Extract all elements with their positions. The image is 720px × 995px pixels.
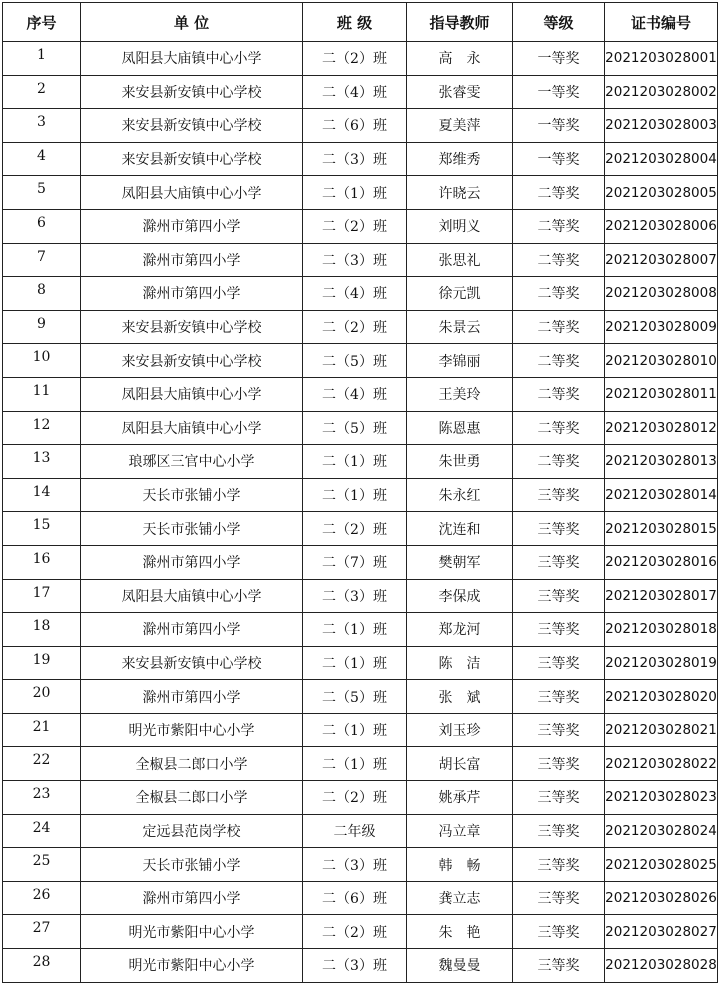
unit-cell: 天长市张铺小学	[81, 512, 303, 546]
cert-cell: 2021203028005	[605, 176, 718, 210]
unit-cell: 滁州市第四小学	[81, 881, 303, 915]
seq-cell: 14	[3, 478, 81, 512]
unit-cell: 来安县新安镇中心学校	[81, 646, 303, 680]
table-row	[3, 445, 718, 479]
seq-cell: 3	[3, 109, 81, 143]
table-row	[3, 781, 718, 815]
seq-cell: 25	[3, 848, 81, 882]
unit-cell: 明光市紫阳中心小学	[81, 949, 303, 983]
class-cell: 二（3）班	[303, 848, 407, 882]
teacher-cell: 胡长富	[407, 747, 513, 781]
class-cell: 二（1）班	[303, 613, 407, 647]
unit-cell: 明光市紫阳中心小学	[81, 713, 303, 747]
teacher-cell: 陈恩惠	[407, 411, 513, 445]
cert-cell: 2021203028015	[605, 512, 718, 546]
grade-cell: 三等奖	[513, 478, 605, 512]
seq-cell: 26	[3, 881, 81, 915]
table-row	[3, 42, 718, 76]
cert-cell: 2021203028003	[605, 109, 718, 143]
cert-cell: 2021203028017	[605, 579, 718, 613]
grade-cell: 一等奖	[513, 109, 605, 143]
teacher-cell: 高 永	[407, 42, 513, 76]
seq-cell: 10	[3, 344, 81, 378]
unit-cell: 凤阳县大庙镇中心小学	[81, 579, 303, 613]
grade-cell: 三等奖	[513, 747, 605, 781]
cert-cell: 2021203028012	[605, 411, 718, 445]
cert-cell: 2021203028006	[605, 209, 718, 243]
class-cell: 二（1）班	[303, 445, 407, 479]
table-row	[3, 747, 718, 781]
unit-cell: 滁州市第四小学	[81, 277, 303, 311]
award-table-container	[2, 2, 718, 983]
teacher-cell: 王美玲	[407, 377, 513, 411]
cert-cell: 2021203028026	[605, 881, 718, 915]
unit-cell: 来安县新安镇中心学校	[81, 310, 303, 344]
grade-cell: 三等奖	[513, 713, 605, 747]
class-cell: 二（5）班	[303, 411, 407, 445]
seq-cell: 5	[3, 176, 81, 210]
seq-cell: 17	[3, 579, 81, 613]
table-row	[3, 848, 718, 882]
grade-cell: 二等奖	[513, 445, 605, 479]
seq-cell: 13	[3, 445, 81, 479]
table-row	[3, 209, 718, 243]
seq-cell: 18	[3, 613, 81, 647]
cert-cell: 2021203028009	[605, 310, 718, 344]
teacher-cell: 姚承芹	[407, 781, 513, 815]
class-cell: 二（1）班	[303, 747, 407, 781]
teacher-cell: 刘明义	[407, 209, 513, 243]
cert-cell: 2021203028016	[605, 545, 718, 579]
class-cell: 二（2）班	[303, 915, 407, 949]
unit-cell: 来安县新安镇中心学校	[81, 344, 303, 378]
table-row	[3, 579, 718, 613]
class-cell: 二（6）班	[303, 881, 407, 915]
class-cell: 二（1）班	[303, 646, 407, 680]
table-row	[3, 512, 718, 546]
cert-cell: 2021203028018	[605, 613, 718, 647]
grade-cell: 二等奖	[513, 344, 605, 378]
unit-cell: 滁州市第四小学	[81, 680, 303, 714]
seq-cell: 23	[3, 781, 81, 815]
grade-cell: 一等奖	[513, 142, 605, 176]
cert-cell: 2021203028013	[605, 445, 718, 479]
cert-cell: 2021203028011	[605, 377, 718, 411]
header-cert: 证书编号	[605, 3, 718, 42]
seq-cell: 19	[3, 646, 81, 680]
teacher-cell: 朱 艳	[407, 915, 513, 949]
cert-cell: 2021203028014	[605, 478, 718, 512]
table-row	[3, 109, 718, 143]
table-row	[3, 646, 718, 680]
unit-cell: 凤阳县大庙镇中心小学	[81, 176, 303, 210]
unit-cell: 天长市张铺小学	[81, 848, 303, 882]
seq-cell: 28	[3, 949, 81, 983]
table-row	[3, 411, 718, 445]
seq-cell: 20	[3, 680, 81, 714]
table-row	[3, 545, 718, 579]
unit-cell: 全椒县二郎口小学	[81, 747, 303, 781]
table-row	[3, 310, 718, 344]
header-grade: 等级	[513, 3, 605, 42]
grade-cell: 二等奖	[513, 176, 605, 210]
seq-cell: 8	[3, 277, 81, 311]
unit-cell: 来安县新安镇中心学校	[81, 109, 303, 143]
seq-cell: 2	[3, 75, 81, 109]
unit-cell: 琅琊区三官中心小学	[81, 445, 303, 479]
table-row	[3, 176, 718, 210]
unit-cell: 定远县范岗学校	[81, 814, 303, 848]
teacher-cell: 张 斌	[407, 680, 513, 714]
table-row	[3, 680, 718, 714]
cert-cell: 2021203028010	[605, 344, 718, 378]
table-row	[3, 613, 718, 647]
seq-cell: 27	[3, 915, 81, 949]
class-cell: 二（1）班	[303, 478, 407, 512]
unit-cell: 全椒县二郎口小学	[81, 781, 303, 815]
class-cell: 二（4）班	[303, 377, 407, 411]
unit-cell: 凤阳县大庙镇中心小学	[81, 411, 303, 445]
class-cell: 二（3）班	[303, 142, 407, 176]
teacher-cell: 朱世勇	[407, 445, 513, 479]
seq-cell: 16	[3, 545, 81, 579]
unit-cell: 滁州市第四小学	[81, 243, 303, 277]
teacher-cell: 陈 洁	[407, 646, 513, 680]
grade-cell: 二等奖	[513, 277, 605, 311]
grade-cell: 三等奖	[513, 881, 605, 915]
unit-cell: 滁州市第四小学	[81, 613, 303, 647]
class-cell: 二（2）班	[303, 781, 407, 815]
table-row	[3, 713, 718, 747]
cert-cell: 2021203028025	[605, 848, 718, 882]
seq-cell: 24	[3, 814, 81, 848]
teacher-cell: 郑龙河	[407, 613, 513, 647]
teacher-cell: 徐元凯	[407, 277, 513, 311]
class-cell: 二（5）班	[303, 344, 407, 378]
cert-cell: 2021203028004	[605, 142, 718, 176]
cert-cell: 2021203028024	[605, 814, 718, 848]
teacher-cell: 朱永红	[407, 478, 513, 512]
unit-cell: 凤阳县大庙镇中心小学	[81, 377, 303, 411]
grade-cell: 一等奖	[513, 75, 605, 109]
class-cell: 二（4）班	[303, 277, 407, 311]
seq-cell: 22	[3, 747, 81, 781]
grade-cell: 三等奖	[513, 613, 605, 647]
cert-cell: 2021203028021	[605, 713, 718, 747]
cert-cell: 2021203028002	[605, 75, 718, 109]
unit-cell: 凤阳县大庙镇中心小学	[81, 42, 303, 76]
unit-cell: 明光市紫阳中心小学	[81, 915, 303, 949]
seq-cell: 7	[3, 243, 81, 277]
cert-cell: 2021203028001	[605, 42, 718, 76]
grade-cell: 三等奖	[513, 680, 605, 714]
class-cell: 二（1）班	[303, 713, 407, 747]
grade-cell: 二等奖	[513, 243, 605, 277]
seq-cell: 1	[3, 42, 81, 76]
table-row	[3, 915, 718, 949]
grade-cell: 三等奖	[513, 915, 605, 949]
seq-cell: 12	[3, 411, 81, 445]
unit-cell: 天长市张铺小学	[81, 478, 303, 512]
grade-cell: 三等奖	[513, 848, 605, 882]
teacher-cell: 朱景云	[407, 310, 513, 344]
award-table	[2, 2, 718, 983]
teacher-cell: 李锦丽	[407, 344, 513, 378]
teacher-cell: 刘玉珍	[407, 713, 513, 747]
class-cell: 二（2）班	[303, 310, 407, 344]
table-row	[3, 243, 718, 277]
seq-cell: 6	[3, 209, 81, 243]
seq-cell: 21	[3, 713, 81, 747]
cert-cell: 2021203028007	[605, 243, 718, 277]
unit-cell: 滁州市第四小学	[81, 209, 303, 243]
table-row	[3, 949, 718, 983]
cert-cell: 2021203028019	[605, 646, 718, 680]
grade-cell: 二等奖	[513, 209, 605, 243]
class-cell: 二（7）班	[303, 545, 407, 579]
table-row	[3, 277, 718, 311]
cert-cell: 2021203028028	[605, 949, 718, 983]
header-row	[3, 3, 718, 42]
teacher-cell: 张思礼	[407, 243, 513, 277]
header-unit: 单 位	[81, 3, 303, 42]
header-teacher: 指导教师	[407, 3, 513, 42]
grade-cell: 二等奖	[513, 411, 605, 445]
grade-cell: 三等奖	[513, 579, 605, 613]
grade-cell: 三等奖	[513, 646, 605, 680]
grade-cell: 三等奖	[513, 545, 605, 579]
cert-cell: 2021203028023	[605, 781, 718, 815]
table-row	[3, 814, 718, 848]
table-row	[3, 75, 718, 109]
grade-cell: 三等奖	[513, 512, 605, 546]
teacher-cell: 夏美萍	[407, 109, 513, 143]
teacher-cell: 郑维秀	[407, 142, 513, 176]
seq-cell: 15	[3, 512, 81, 546]
teacher-cell: 魏曼曼	[407, 949, 513, 983]
class-cell: 二（2）班	[303, 512, 407, 546]
class-cell: 二年级	[303, 814, 407, 848]
grade-cell: 三等奖	[513, 814, 605, 848]
grade-cell: 三等奖	[513, 781, 605, 815]
table-row	[3, 142, 718, 176]
class-cell: 二（1）班	[303, 176, 407, 210]
cert-cell: 2021203028022	[605, 747, 718, 781]
class-cell: 二（6）班	[303, 109, 407, 143]
teacher-cell: 韩 畅	[407, 848, 513, 882]
seq-cell: 9	[3, 310, 81, 344]
teacher-cell: 樊朝军	[407, 545, 513, 579]
teacher-cell: 冯立章	[407, 814, 513, 848]
class-cell: 二（3）班	[303, 243, 407, 277]
header-class: 班 级	[303, 3, 407, 42]
cert-cell: 2021203028020	[605, 680, 718, 714]
seq-cell: 11	[3, 377, 81, 411]
unit-cell: 来安县新安镇中心学校	[81, 75, 303, 109]
class-cell: 二（2）班	[303, 209, 407, 243]
table-row	[3, 478, 718, 512]
unit-cell: 滁州市第四小学	[81, 545, 303, 579]
class-cell: 二（3）班	[303, 579, 407, 613]
table-row	[3, 377, 718, 411]
cert-cell: 2021203028027	[605, 915, 718, 949]
teacher-cell: 张睿雯	[407, 75, 513, 109]
table-body	[3, 42, 718, 983]
teacher-cell: 李保成	[407, 579, 513, 613]
table-row	[3, 881, 718, 915]
grade-cell: 二等奖	[513, 377, 605, 411]
table-row	[3, 344, 718, 378]
class-cell: 二（4）班	[303, 75, 407, 109]
class-cell: 二（5）班	[303, 680, 407, 714]
class-cell: 二（3）班	[303, 949, 407, 983]
teacher-cell: 沈连和	[407, 512, 513, 546]
grade-cell: 三等奖	[513, 949, 605, 983]
cert-cell: 2021203028008	[605, 277, 718, 311]
class-cell: 二（2）班	[303, 42, 407, 76]
teacher-cell: 许晓云	[407, 176, 513, 210]
unit-cell: 来安县新安镇中心学校	[81, 142, 303, 176]
grade-cell: 一等奖	[513, 42, 605, 76]
teacher-cell: 龚立志	[407, 881, 513, 915]
header-seq: 序号	[3, 3, 81, 42]
grade-cell: 二等奖	[513, 310, 605, 344]
seq-cell: 4	[3, 142, 81, 176]
